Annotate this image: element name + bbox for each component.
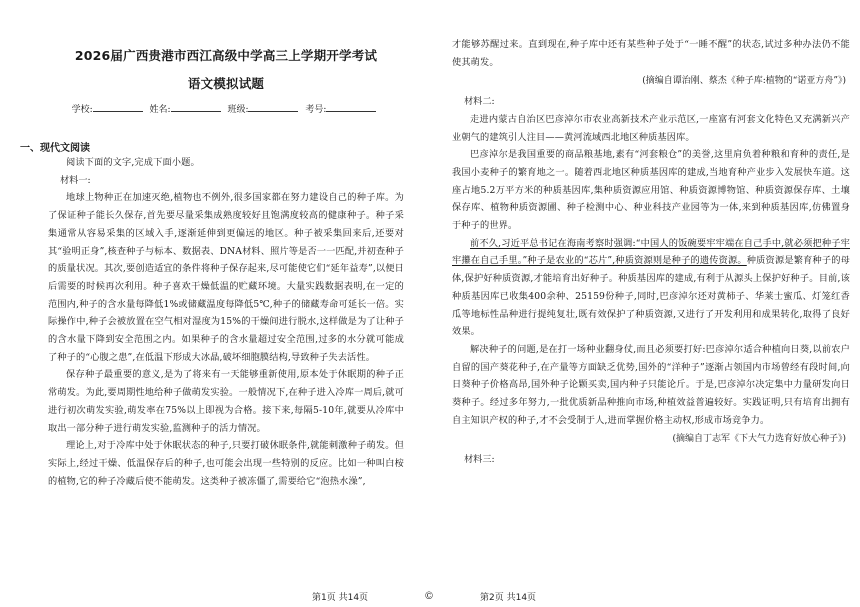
material2-paragraph xyxy=(452,235,850,341)
class-field: 班级: xyxy=(227,102,302,115)
page-number-left: 第1页 共14页 xyxy=(312,593,369,603)
name-blank[interactable] xyxy=(171,102,221,112)
school-field: 学校: xyxy=(72,102,147,115)
underlined-quote: 前不久,习近平总书记在海南考察时强调:“中国人的饭碗要牢牢端在自己手中,就必须把种子牢牢攥在自己手里。”种子是农业的“芯片”,种质资源则是种子的遗传资源。 xyxy=(452,237,850,267)
material2-label: 材料二: xyxy=(464,96,495,108)
class-blank[interactable] xyxy=(248,102,298,112)
school-blank[interactable] xyxy=(93,102,143,112)
name-field: 姓名: xyxy=(150,102,225,115)
material1-paragraph: 理论上,对于冷库中处于休眠状态的种子,只要打破休眠条件,就能刺激种子萌发。但实际上,经过干燥、低温保存后的种子,也可能会出现一些特别的反应。比如一种叫白桉的植物,它的种子冷藏后使不能萌发。这类种子被冻僵了,需要给它“泡热水澡”, xyxy=(48,440,404,487)
left-column xyxy=(20,0,404,490)
right-column xyxy=(452,36,850,469)
material2-paragraph: 巴彦淖尔是我国重要的商品粮基地,素有“河套粮仓”的美誉,这里肩负着种粮和育种的责任,是我国小麦种子的繁育地之一。随着西北地区种质基因库的建成,当地育种产业步入发展快车道。这座占地5.2万平方米的种质基因库,集种质资源应用馆、种质资源博物馆、种质资源保存库、土壤保存库、植物种质资源圃、种子检测中心、种业科技产业园等为一体,来到种质基因库,仿佛置身于种子的世界。 xyxy=(452,149,850,232)
material2-paragraph: 解决种子的问题,是在打一场种业翻身仗,而且必须要打好:巴彦淖尔适合种植向日葵,以前农户自留的国产葵花种子,在产量等方面缺乏优势,国外的“洋种子”逐渐占领国内市场曾经有段时间,向日葵种子价格高昂,国外种子论颗买卖,国内种子只能论斤。于是,巴彦淖尔决定集中力量研发向日葵种子。经过多年努力,一批优质新品种推向市场,种植效益普遍较好。实践证明,只有培育出拥有自主知识产权的种子,才不会受制于人,进而掌握价格主动权,形成市场竞争力。 xyxy=(452,343,850,426)
material2-source: (摘编自丁志军《下大气力选育好放心种子》) xyxy=(672,434,846,445)
instruction-text: 阅读下面的文字,完成下面小题。 xyxy=(66,157,200,168)
exam-number-blank[interactable] xyxy=(326,102,376,112)
material1-label: 材料一: xyxy=(60,174,91,186)
material1-source: (摘编自谭治刚、蔡杰《种子库:植物的“诺亚方舟”》) xyxy=(642,76,846,87)
copyright-icon: © xyxy=(424,591,434,602)
material2-paragraph-rest: 种质资源是繁育种子的母体,保护好种质资源,才能培育出好种子。种质基因库的建成,有利于从源头上保护好种子。目前,该种质基因库已收集400余种、25159份种子,同时,巴彦淖尔还对黄柿子、华莱士蜜瓜、灯笼红香瓜等地标性品种进行提纯复壮,既有效保护了种质资源,又进行了开发利用和成果转化,取得了良好效果。 xyxy=(452,255,850,338)
exam-title: 2026届广西贵港市西江高级中学高三上学期开学考试 xyxy=(74,48,378,63)
exam-number-field: 考号: xyxy=(305,102,380,115)
material1-continuation: 才能够苏醒过来。直到现在,种子库中还有某些种子处于“一睡不醒”的状态,试过多种办法仍不能使其萌发。 xyxy=(452,39,850,68)
student-info-line xyxy=(48,102,404,115)
section-heading: 一、现代文阅读 xyxy=(20,143,90,154)
page-number-right: 第2页 共14页 xyxy=(480,593,537,603)
material2-paragraph: 走进内蒙古自治区巴彦淖尔市农业高新技术产业示范区,一座富有河套文化特色又充满新兴产业朝气的建筑引人注目——黄河流域西北地区种质基因库。 xyxy=(452,113,850,143)
material3-label: 材料三: xyxy=(464,454,495,466)
exam-subtitle: 语文模拟试题 xyxy=(187,76,265,91)
material1-paragraph: 保存种子最重要的意义,是为了将来有一天能够重新使用,原本处于休眠期的种子正常萌发。为此,要周期性地给种子做萌发实验。一般情况下,在种子进入冷库一周后,就可进行初次萌发实验,萌发率在75%以上即视为合格。接下来,每隔5-10年,就要从冷库中取出一部分种子进行萌发实验,监测种子的活力情况。 xyxy=(48,369,404,434)
material1-paragraph: 地球上物种正在加速灭绝,植物也不例外,很多国家都在努力建设自己的种子库。为了保证种子能长久保存,首先要尽量采集成熟度较好且饱满度较高的健康种子。种子采集通常从容易采集的区域入手,逐渐延伸到更偏远的地区。种子被采集回来后,还要对其“验明正身”,核查种子与标本、数据表、DNA材料、照片等是否一一匹配,并初查种子的质量状况。其次,要创造适宜的条件将种子保存起来,尽可能使它们“延年益寿”,以便日后需要的时候再次利用。种子喜欢干燥低温的贮藏环境。大量实践数据表明,在一定的范围内,种子的含水量每降低1%或储藏温度每降低5℃,种子的储藏寿命可延长一倍。实际操作中,种子会被放置在空气相对湿度为15%的干燥间进行脱水,这样做是为了让种子的含水量下降到安全范围之内。如果种子的含水量超过安全范围,过多的水分就可能成了种子的“心腹之患”,在低温下形成大冰晶,破坏细胞膜结构,导致种子失去活性。 xyxy=(48,192,404,363)
right-page xyxy=(430,0,860,607)
